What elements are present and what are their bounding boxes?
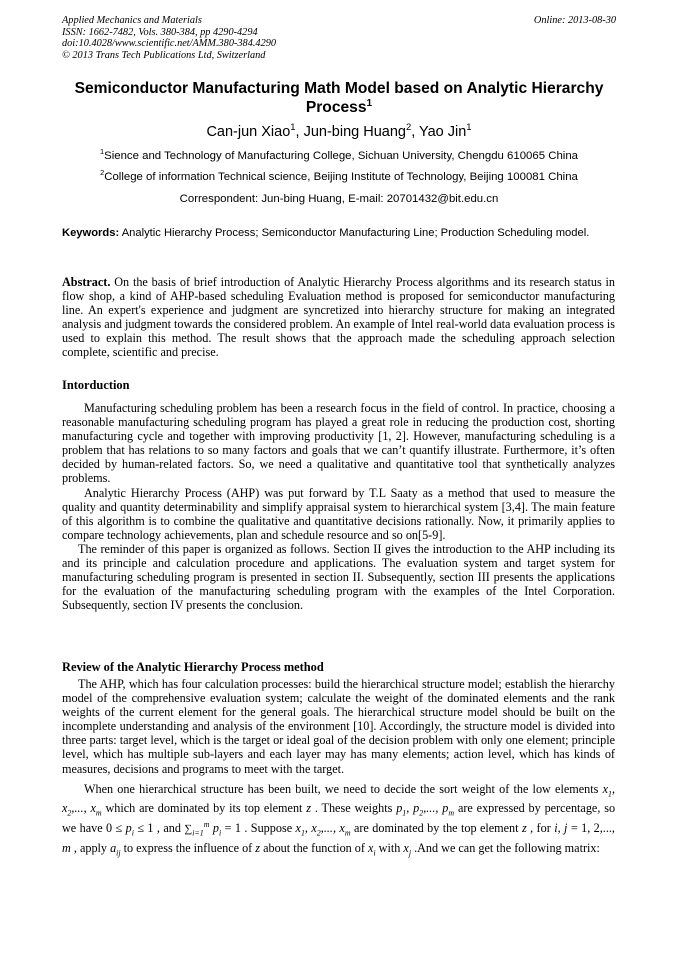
keywords-text: Analytic Hierarchy Process; Semiconductor Manufacturing Line; Production Scheduling model.: [119, 227, 590, 239]
affiliation-text: College of information Technical science, Beijing Institute of Technology, Beijing 100081 China: [104, 171, 578, 183]
text-run: are dominated by the top element: [353, 820, 522, 835]
affiliation: [40, 149, 638, 163]
math-var: x: [90, 801, 96, 816]
author-separator: ,: [411, 124, 419, 140]
keywords: [62, 227, 616, 241]
author-separator: ,: [295, 124, 304, 140]
math-var: x: [339, 820, 345, 835]
math-xj: $x_j$: [403, 841, 412, 858]
text-run: . Suppose: [240, 820, 296, 835]
paragraph: Manufacturing scheduling problem has been a research focus in the field of control. In practice, choosing a reasonable manufacturing scheduling program has played a great role in reducing the production cost, shorting manufacturing cycle and together with improving productivity [1, 2]. However, manufacturing scheduling is a problem that has relations to so many factors and goals that we can’t quantify illustrate. Furthermore, it’s often decided by human-related factors. So, we need a qualitative and quantitative tool that synthetically analyzes problems.: [62, 401, 615, 486]
journal-name: Applied Mechanics and Materials: [62, 15, 202, 26]
online-date: Online: 2013-08-30: [533, 15, 616, 26]
math-var: z: [521, 820, 527, 835]
math-var: z: [255, 841, 261, 856]
abstract-paragraph: [62, 275, 615, 360]
math-p-weights: $p_1$, $p_2$,..., $p_m$: [396, 801, 455, 818]
section-heading-introduction: Intorduction: [62, 378, 130, 392]
text-run: with: [375, 841, 404, 856]
author-affil-mark: 1: [466, 121, 472, 133]
math-var: p: [442, 801, 449, 816]
text-run: about the function of: [260, 841, 368, 856]
section-heading-ahp-review: Review of the Analytic Hierarchy Process method: [62, 660, 324, 674]
math-weight-sum: $\sum_{i=1}^m$ $p_i = 1$: [184, 819, 241, 838]
math-var: x: [368, 841, 374, 856]
math-x-elements: $x_1$, $x_2$,..., $x_m$: [295, 820, 351, 838]
math-var: p: [396, 801, 403, 816]
author-list: [40, 123, 638, 141]
correspondent: Correspondent: Jun-bing Huang, E-mail: 20701432@bit.edu.cn: [179, 193, 499, 205]
math-aij: $a_{ij}$: [110, 841, 121, 858]
ahp-review-body: [62, 677, 615, 859]
text-run: , and: [153, 820, 185, 835]
text-run: , apply: [70, 841, 111, 856]
author-name: Can-jun Xiao: [206, 124, 291, 140]
affiliation-mark: 1: [100, 147, 105, 157]
math-var: x: [602, 781, 608, 796]
text-run: to express the influence of: [123, 841, 256, 856]
paragraph-with-math: [62, 780, 615, 859]
paragraph: Analytic Hierarchy Process (AHP) was put forward by T.L Saaty as a method that used to measure the quality and quantity determinability and simplify appraisal system to hierarchical system [3,4]. The main feature of this algorithm is to combine the qualitative and quantitative decisions rationally. Now, it primarily applies to compare technology achievements, plan and schedule resource and so on[5-9].: [62, 485, 615, 542]
math-x-elements: $x_1$, $x_2$,..., $x_m$: [62, 781, 615, 818]
journal-copyright: © 2013 Trans Tech Publications Ltd, Switzerland: [62, 49, 266, 61]
math-weight-bound: $0 \le p_i \le 1$: [106, 820, 154, 838]
paper-title-text: Semiconductor Manufacturing Math Model based on Analytic Hierarchy Process: [74, 80, 604, 116]
text-run: are expressed by percentage, so we have: [62, 801, 616, 835]
math-var: p: [413, 801, 420, 816]
math-var: x: [62, 801, 68, 816]
author-affil-mark: 2: [405, 121, 412, 133]
introduction-body: [62, 401, 615, 612]
text-run: , for: [526, 820, 555, 835]
paragraph: The AHP, which has four calculation processes: build the hierarchical structure model; establish the hierarchy model of the comprehensive evaluation system; calculate the weight of the dominated elements and the rank weights of the current element for the general goals. The hierarchical structure model should be built on the incomplete understanding and analysis of the environment [10]. Accordingly, the structure model is divided into three parts: target level, which is the target or ideal goal of the decision problem with only one element; principle level, which has multiple sub-layers and each layer may has many elements; action level, which has kinds of measures, decisions and programs to meet with the target.: [62, 677, 615, 776]
abstract-text: On the basis of brief introduction of Analytic Hierarchy Process algorithms and its research status in flow shop, a kind of AHP-based scheduling Evaluation method is proposed for semiconductor manufacturing line. An expert's experience and judgment are syncretized into hierarchy structure for making an integrated analysis and judgment towards the considered problem. An example of Intel real-world data evaluation process is used to explain this method. The result shows that the approach made the scheduling approach selection complete, scientific and precise.: [62, 275, 616, 360]
text-run: which are dominated by its top element: [105, 801, 307, 816]
paragraph: The reminder of this paper is organized as follows. Section II gives the introduction to the AHP including its and its principle and calculation procedure and applications. The evaluation system and target system for manufacturing scheduling program is presented in section II. Subsequently, section III presents the applications for the evaluation of the manufacturing scheduling program with the examples of the Intel Corporation. Subsequently, section IV presents the conclusion.: [62, 541, 615, 613]
author-affil-mark: 1: [290, 121, 296, 133]
affiliation-mark: 2: [100, 168, 105, 178]
author-name: Jun-bing Huang: [303, 124, 406, 140]
math-var: x: [311, 820, 317, 835]
journal-header: [62, 15, 276, 61]
paper-title: [58, 80, 620, 117]
text-run: .And we can get the following matrix:: [411, 841, 600, 856]
text-run: . These weights: [311, 801, 397, 816]
math-var: x: [295, 820, 301, 835]
keywords-label: Keywords:: [62, 227, 120, 239]
abstract: [62, 275, 615, 360]
math-xi: $x_i$: [368, 841, 376, 858]
title-footnote-mark: 1: [366, 97, 373, 109]
affiliation-text: Sience and Technology of Manufacturing College, Sichuan University, Chengdu 610065 China: [104, 150, 578, 162]
affiliation: [40, 170, 638, 184]
journal-doi: doi:10.4028/www.scientific.net/AMM.380-384.4290: [62, 38, 277, 50]
author-name: Yao Jin: [419, 124, 467, 140]
math-index-range: i, j = 1, 2,..., m: [62, 820, 615, 856]
abstract-label: Abstract.: [62, 275, 111, 289]
journal-issn: ISSN: 1662-7482, Vols. 380-384, pp 4290-4294: [62, 26, 258, 38]
math-var: z: [306, 801, 312, 816]
text-run: When one hierarchical structure has been built, we need to decide the sort weight of the low elements: [84, 781, 603, 796]
math-var: x: [403, 841, 409, 856]
